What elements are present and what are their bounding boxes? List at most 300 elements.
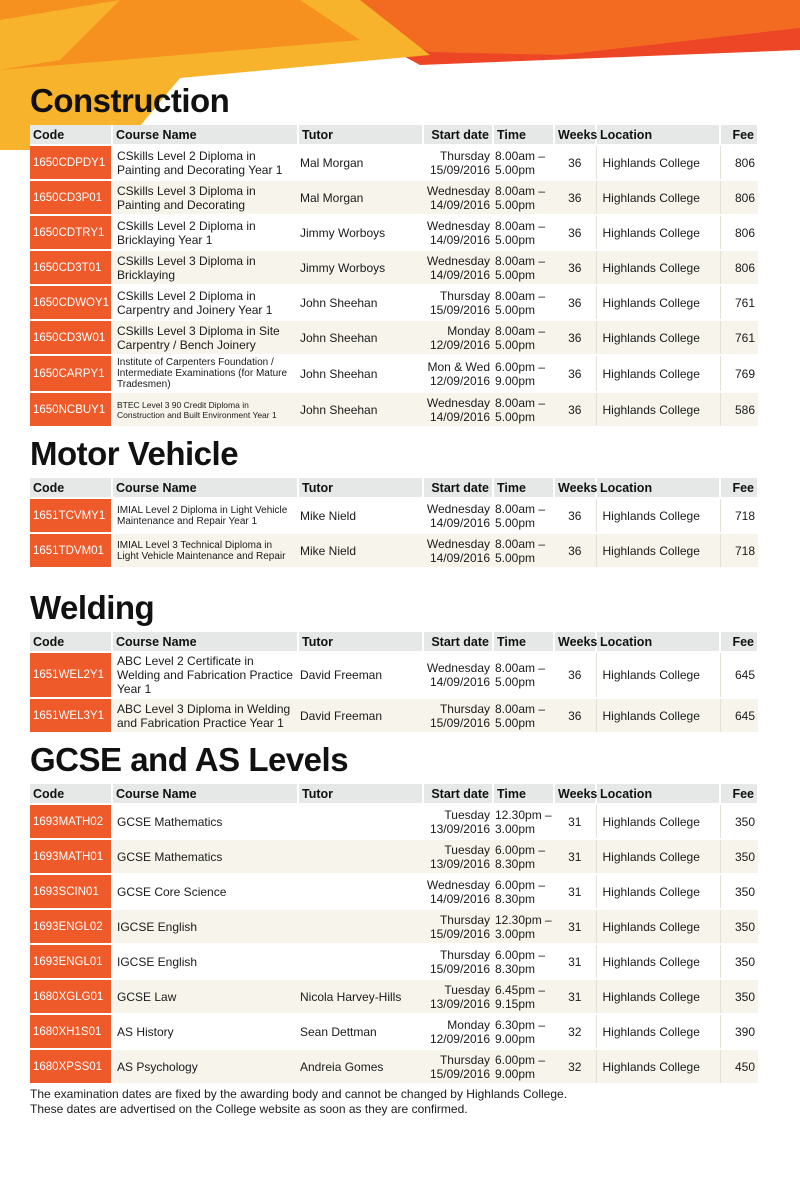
course-fee: 350 bbox=[720, 944, 758, 979]
start-day: Thursday bbox=[439, 1052, 490, 1067]
course-start-date bbox=[423, 180, 493, 215]
time-start: 8.00am – bbox=[495, 661, 546, 675]
time-end: 5.00pm bbox=[495, 409, 536, 424]
course-start-date bbox=[423, 320, 493, 355]
table-row bbox=[30, 909, 758, 944]
course-time bbox=[493, 215, 554, 250]
course-fee: 350 bbox=[720, 909, 758, 944]
course-table bbox=[30, 784, 759, 1083]
course-fee: 586 bbox=[720, 392, 758, 426]
course-tutor: Jimmy Worboys bbox=[298, 215, 423, 250]
course-weeks: 31 bbox=[554, 839, 596, 874]
course-location: Highlands College bbox=[596, 944, 720, 979]
table-row bbox=[30, 698, 758, 732]
course-start-date bbox=[423, 839, 493, 874]
course-location: Highlands College bbox=[596, 698, 720, 732]
section-construction bbox=[30, 77, 758, 426]
course-code: 1650CDPDY1 bbox=[30, 145, 112, 180]
start-date: 15/09/2016 bbox=[429, 1066, 490, 1081]
course-name: IGCSE English bbox=[112, 944, 298, 979]
course-time bbox=[493, 498, 554, 533]
table-row bbox=[30, 180, 758, 215]
course-start-date bbox=[423, 874, 493, 909]
start-date: 15/09/2016 bbox=[429, 715, 490, 730]
course-fee: 645 bbox=[720, 698, 758, 732]
course-time bbox=[493, 180, 554, 215]
start-day: Mon & Wed bbox=[427, 359, 490, 374]
column-header-location: Location bbox=[596, 632, 720, 652]
time-start: 6.00pm – bbox=[495, 877, 546, 892]
course-fee: 350 bbox=[720, 979, 758, 1014]
table-row bbox=[30, 355, 758, 392]
course-weeks: 36 bbox=[554, 180, 596, 215]
course-start-date bbox=[423, 392, 493, 426]
course-code: 1650CD3T01 bbox=[30, 250, 112, 285]
time-start: 8.00am – bbox=[495, 218, 546, 233]
course-location: Highlands College bbox=[596, 652, 720, 698]
section-title: Motor Vehicle bbox=[30, 435, 239, 472]
course-start-date bbox=[423, 250, 493, 285]
course-name: BTEC Level 3 90 Credit Diploma in Construction and Built Environment Year 1 bbox=[112, 392, 298, 426]
course-weeks: 36 bbox=[554, 145, 596, 180]
course-tutor bbox=[298, 909, 423, 944]
table-row bbox=[30, 944, 758, 979]
course-weeks: 32 bbox=[554, 1049, 596, 1083]
course-fee: 806 bbox=[720, 215, 758, 250]
course-weeks: 36 bbox=[554, 652, 596, 698]
course-fee: 761 bbox=[720, 285, 758, 320]
course-weeks: 36 bbox=[554, 498, 596, 533]
course-tutor: Mal Morgan bbox=[298, 145, 423, 180]
course-code: 1650NCBUY1 bbox=[30, 392, 112, 426]
course-location: Highlands College bbox=[596, 1049, 720, 1083]
time-start: 12.30pm – bbox=[495, 807, 552, 822]
course-weeks: 36 bbox=[554, 533, 596, 567]
course-location: Highlands College bbox=[596, 804, 720, 839]
course-weeks: 36 bbox=[554, 250, 596, 285]
course-location: Highlands College bbox=[596, 250, 720, 285]
table-row bbox=[30, 1014, 758, 1049]
start-day: Thursday bbox=[439, 701, 490, 716]
column-header-start: Start date bbox=[423, 632, 493, 652]
course-name: AS Psychology bbox=[112, 1049, 298, 1083]
start-day: Wednesday bbox=[426, 661, 490, 675]
column-header-time: Time bbox=[493, 632, 554, 652]
course-location: Highlands College bbox=[596, 874, 720, 909]
course-code: 1650CDWOY1 bbox=[30, 285, 112, 320]
course-start-date bbox=[423, 533, 493, 567]
start-day: Monday bbox=[447, 1017, 490, 1032]
course-time bbox=[493, 145, 554, 180]
course-name: GCSE Core Science bbox=[112, 874, 298, 909]
course-time bbox=[493, 839, 554, 874]
table-row bbox=[30, 804, 758, 839]
start-date: 15/09/2016 bbox=[429, 302, 490, 317]
course-tutor bbox=[298, 839, 423, 874]
course-tutor: Jimmy Worboys bbox=[298, 250, 423, 285]
course-tutor: John Sheehan bbox=[298, 392, 423, 426]
course-code: 1651WEL2Y1 bbox=[30, 652, 112, 698]
table-header-row bbox=[30, 478, 758, 498]
course-time bbox=[493, 285, 554, 320]
time-start: 6.00pm – bbox=[495, 1052, 546, 1067]
table-row bbox=[30, 533, 758, 567]
course-time bbox=[493, 355, 554, 392]
course-name: CSkills Level 2 Diploma in Painting and Decorating Year 1 bbox=[112, 145, 298, 180]
course-time bbox=[493, 533, 554, 567]
time-end: 5.00pm bbox=[495, 337, 536, 352]
start-day: Tuesday bbox=[444, 982, 490, 997]
course-start-date bbox=[423, 1049, 493, 1083]
course-start-date bbox=[423, 145, 493, 180]
section-title: GCSE and AS Levels bbox=[30, 741, 349, 778]
table-row bbox=[30, 498, 758, 533]
exam-dates-note bbox=[30, 1087, 770, 1117]
start-day: Thursday bbox=[439, 148, 490, 163]
column-header-weeks: Weeks bbox=[554, 478, 596, 498]
time-start: 6.30pm – bbox=[495, 1017, 546, 1032]
course-time bbox=[493, 874, 554, 909]
course-tutor: Andreia Gomes bbox=[298, 1049, 423, 1083]
table-row bbox=[30, 250, 758, 285]
course-location: Highlands College bbox=[596, 839, 720, 874]
course-start-date bbox=[423, 1014, 493, 1049]
course-code: 1650CD3W01 bbox=[30, 320, 112, 355]
section-motor-vehicle bbox=[30, 430, 758, 567]
course-fee: 761 bbox=[720, 320, 758, 355]
table-row bbox=[30, 285, 758, 320]
course-time bbox=[493, 250, 554, 285]
course-weeks: 32 bbox=[554, 1014, 596, 1049]
course-start-date bbox=[423, 355, 493, 392]
time-end: 9.00pm bbox=[495, 1066, 536, 1081]
column-header-code: Code bbox=[30, 632, 112, 652]
table-row bbox=[30, 874, 758, 909]
course-weeks: 36 bbox=[554, 320, 596, 355]
column-header-start: Start date bbox=[423, 784, 493, 804]
course-location: Highlands College bbox=[596, 355, 720, 392]
column-header-time: Time bbox=[493, 784, 554, 804]
column-header-name: Course Name bbox=[112, 478, 298, 498]
start-day: Wednesday bbox=[426, 183, 490, 198]
course-name: Institute of Carpenters Foundation / Intermediate Examinations (for Mature Tradesmen) bbox=[112, 355, 298, 392]
column-header-weeks: Weeks bbox=[554, 784, 596, 804]
column-header-start: Start date bbox=[423, 125, 493, 145]
column-header-name: Course Name bbox=[112, 125, 298, 145]
table-header-row bbox=[30, 632, 758, 652]
course-weeks: 36 bbox=[554, 698, 596, 732]
start-date: 13/09/2016 bbox=[429, 821, 490, 836]
column-header-weeks: Weeks bbox=[554, 125, 596, 145]
course-time bbox=[493, 944, 554, 979]
column-header-start: Start date bbox=[423, 478, 493, 498]
table-row bbox=[30, 320, 758, 355]
table-row bbox=[30, 392, 758, 426]
table-row bbox=[30, 979, 758, 1014]
course-weeks: 31 bbox=[554, 944, 596, 979]
course-weeks: 31 bbox=[554, 804, 596, 839]
time-end: 5.00pm bbox=[495, 675, 536, 689]
course-fee: 806 bbox=[720, 250, 758, 285]
course-name: IMIAL Level 3 Technical Diploma in Light Vehicle Maintenance and Repair bbox=[112, 533, 298, 567]
time-end: 3.00pm bbox=[495, 821, 536, 836]
course-weeks: 36 bbox=[554, 392, 596, 426]
time-end: 5.00pm bbox=[495, 515, 536, 530]
course-start-date bbox=[423, 652, 493, 698]
time-start: 6.00pm – bbox=[495, 359, 546, 374]
column-header-location: Location bbox=[596, 125, 720, 145]
time-start: 8.00am – bbox=[495, 536, 546, 551]
start-date: 14/09/2016 bbox=[429, 232, 490, 247]
column-header-time: Time bbox=[493, 125, 554, 145]
time-start: 8.00am – bbox=[495, 501, 546, 516]
course-location: Highlands College bbox=[596, 979, 720, 1014]
course-tutor: John Sheehan bbox=[298, 355, 423, 392]
start-date: 12/09/2016 bbox=[429, 1031, 490, 1046]
course-fee: 718 bbox=[720, 498, 758, 533]
column-header-code: Code bbox=[30, 784, 112, 804]
start-date: 15/09/2016 bbox=[429, 162, 490, 177]
start-date: 14/09/2016 bbox=[429, 550, 490, 565]
course-code: 1693MATH02 bbox=[30, 804, 112, 839]
course-time bbox=[493, 392, 554, 426]
start-day: Wednesday bbox=[426, 501, 490, 516]
column-header-fee: Fee bbox=[720, 784, 758, 804]
time-end: 8.30pm bbox=[495, 961, 536, 976]
course-time bbox=[493, 698, 554, 732]
course-name: CSkills Level 3 Diploma in Painting and Decorating bbox=[112, 180, 298, 215]
course-fee: 450 bbox=[720, 1049, 758, 1083]
course-fee: 645 bbox=[720, 652, 758, 698]
start-date: 13/09/2016 bbox=[429, 996, 490, 1011]
course-code: 1650CARPY1 bbox=[30, 355, 112, 392]
column-header-name: Course Name bbox=[112, 784, 298, 804]
time-start: 12.30pm – bbox=[495, 912, 552, 927]
course-location: Highlands College bbox=[596, 215, 720, 250]
course-code: 1650CD3P01 bbox=[30, 180, 112, 215]
time-end: 5.00pm bbox=[495, 715, 536, 730]
column-header-time: Time bbox=[493, 478, 554, 498]
time-end: 3.00pm bbox=[495, 926, 536, 941]
start-date: 12/09/2016 bbox=[429, 337, 490, 352]
time-end: 5.00pm bbox=[495, 197, 536, 212]
section-welding bbox=[30, 584, 758, 732]
column-header-fee: Fee bbox=[720, 632, 758, 652]
course-time bbox=[493, 804, 554, 839]
start-date: 12/09/2016 bbox=[429, 373, 490, 388]
table-header-row bbox=[30, 125, 758, 145]
course-start-date bbox=[423, 909, 493, 944]
course-name: AS History bbox=[112, 1014, 298, 1049]
time-end: 5.00pm bbox=[495, 267, 536, 282]
start-day: Thursday bbox=[439, 947, 490, 962]
start-date: 15/09/2016 bbox=[429, 961, 490, 976]
course-fee: 350 bbox=[720, 804, 758, 839]
start-day: Wednesday bbox=[426, 218, 490, 233]
course-name: IGCSE English bbox=[112, 909, 298, 944]
time-start: 8.00am – bbox=[495, 323, 546, 338]
course-start-date bbox=[423, 979, 493, 1014]
column-header-location: Location bbox=[596, 784, 720, 804]
time-start: 8.00am – bbox=[495, 288, 546, 303]
column-header-code: Code bbox=[30, 125, 112, 145]
start-day: Monday bbox=[447, 323, 490, 338]
course-weeks: 36 bbox=[554, 215, 596, 250]
course-code: 1680XGLG01 bbox=[30, 979, 112, 1014]
course-table bbox=[30, 125, 759, 426]
course-weeks: 31 bbox=[554, 909, 596, 944]
time-start: 6.00pm – bbox=[495, 947, 546, 962]
course-code: 1693SCIN01 bbox=[30, 874, 112, 909]
course-time bbox=[493, 979, 554, 1014]
start-day: Wednesday bbox=[426, 253, 490, 268]
course-time bbox=[493, 320, 554, 355]
time-end: 9.00pm bbox=[495, 373, 536, 388]
time-start: 8.00am – bbox=[495, 183, 546, 198]
table-row bbox=[30, 145, 758, 180]
course-code: 1693ENGL01 bbox=[30, 944, 112, 979]
course-tutor: Nicola Harvey-Hills bbox=[298, 979, 423, 1014]
course-start-date bbox=[423, 944, 493, 979]
column-header-weeks: Weeks bbox=[554, 632, 596, 652]
note-line: The examination dates are fixed by the awarding body and cannot be changed by Highlands College. bbox=[30, 1087, 568, 1101]
column-header-fee: Fee bbox=[720, 478, 758, 498]
course-name: IMIAL Level 2 Diploma in Light Vehicle Maintenance and Repair Year 1 bbox=[112, 498, 298, 533]
time-end: 9.00pm bbox=[495, 1031, 536, 1046]
time-end: 8.30pm bbox=[495, 891, 536, 906]
course-time bbox=[493, 909, 554, 944]
course-table bbox=[30, 632, 759, 732]
time-end: 5.00pm bbox=[495, 550, 536, 565]
start-date: 13/09/2016 bbox=[429, 856, 490, 871]
column-header-tutor: Tutor bbox=[298, 632, 423, 652]
course-fee: 806 bbox=[720, 180, 758, 215]
course-location: Highlands College bbox=[596, 1014, 720, 1049]
start-day: Wednesday bbox=[426, 877, 490, 892]
time-end: 9.15pm bbox=[495, 996, 536, 1011]
table-row bbox=[30, 1049, 758, 1083]
time-start: 8.00am – bbox=[495, 253, 546, 268]
time-end: 5.00pm bbox=[495, 232, 536, 247]
section-gcse-as-levels bbox=[30, 736, 758, 1083]
course-tutor bbox=[298, 944, 423, 979]
course-start-date bbox=[423, 285, 493, 320]
start-day: Wednesday bbox=[426, 536, 490, 551]
course-code: 1651WEL3Y1 bbox=[30, 698, 112, 732]
course-name: CSkills Level 3 Diploma in Site Carpentry / Bench Joinery bbox=[112, 320, 298, 355]
time-end: 8.30pm bbox=[495, 856, 536, 871]
column-header-code: Code bbox=[30, 478, 112, 498]
course-name: GCSE Mathematics bbox=[112, 804, 298, 839]
course-location: Highlands College bbox=[596, 145, 720, 180]
course-tutor: John Sheehan bbox=[298, 285, 423, 320]
table-row bbox=[30, 652, 758, 698]
time-end: 5.00pm bbox=[495, 302, 536, 317]
start-day: Thursday bbox=[439, 912, 490, 927]
time-end: 5.00pm bbox=[495, 162, 536, 177]
start-day: Tuesday bbox=[444, 807, 490, 822]
course-time bbox=[493, 1049, 554, 1083]
course-fee: 769 bbox=[720, 355, 758, 392]
course-tutor: Mal Morgan bbox=[298, 180, 423, 215]
column-header-name: Course Name bbox=[112, 632, 298, 652]
course-name: GCSE Law bbox=[112, 979, 298, 1014]
course-code: 1693ENGL02 bbox=[30, 909, 112, 944]
start-date: 14/09/2016 bbox=[429, 675, 490, 689]
course-location: Highlands College bbox=[596, 498, 720, 533]
section-title: Construction bbox=[30, 82, 230, 119]
table-header-row bbox=[30, 784, 758, 804]
course-tutor: David Freeman bbox=[298, 698, 423, 732]
table-row bbox=[30, 839, 758, 874]
course-fee: 350 bbox=[720, 839, 758, 874]
course-code: 1693MATH01 bbox=[30, 839, 112, 874]
start-date: 14/09/2016 bbox=[429, 409, 490, 424]
start-date: 14/09/2016 bbox=[429, 891, 490, 906]
course-table bbox=[30, 478, 759, 567]
course-name: CSkills Level 2 Diploma in Bricklaying Year 1 bbox=[112, 215, 298, 250]
start-date: 15/09/2016 bbox=[429, 926, 490, 941]
course-time bbox=[493, 652, 554, 698]
time-start: 6.45pm – bbox=[495, 982, 546, 997]
course-location: Highlands College bbox=[596, 320, 720, 355]
course-location: Highlands College bbox=[596, 392, 720, 426]
course-fee: 718 bbox=[720, 533, 758, 567]
course-tutor bbox=[298, 874, 423, 909]
course-weeks: 31 bbox=[554, 874, 596, 909]
column-header-tutor: Tutor bbox=[298, 478, 423, 498]
course-location: Highlands College bbox=[596, 533, 720, 567]
start-day: Thursday bbox=[439, 288, 490, 303]
time-start: 6.00pm – bbox=[495, 842, 546, 857]
column-header-tutor: Tutor bbox=[298, 125, 423, 145]
start-day: Wednesday bbox=[426, 395, 490, 410]
time-start: 8.00am – bbox=[495, 148, 546, 163]
course-name: CSkills Level 2 Diploma in Carpentry and Joinery Year 1 bbox=[112, 285, 298, 320]
column-header-location: Location bbox=[596, 478, 720, 498]
course-name: ABC Level 2 Certificate in Welding and Fabrication Practice Year 1 bbox=[112, 652, 298, 698]
start-date: 14/09/2016 bbox=[429, 515, 490, 530]
course-time bbox=[493, 1014, 554, 1049]
course-weeks: 36 bbox=[554, 285, 596, 320]
course-tutor: Mike Nield bbox=[298, 498, 423, 533]
course-start-date bbox=[423, 498, 493, 533]
course-tutor: Sean Dettman bbox=[298, 1014, 423, 1049]
start-date: 14/09/2016 bbox=[429, 267, 490, 282]
course-tutor: Mike Nield bbox=[298, 533, 423, 567]
course-start-date bbox=[423, 215, 493, 250]
course-name: GCSE Mathematics bbox=[112, 839, 298, 874]
course-start-date bbox=[423, 698, 493, 732]
course-code: 1650CDTRY1 bbox=[30, 215, 112, 250]
course-location: Highlands College bbox=[596, 285, 720, 320]
course-location: Highlands College bbox=[596, 180, 720, 215]
course-fee: 350 bbox=[720, 874, 758, 909]
table-row bbox=[30, 215, 758, 250]
course-fee: 390 bbox=[720, 1014, 758, 1049]
start-date: 14/09/2016 bbox=[429, 197, 490, 212]
section-title: Welding bbox=[30, 589, 155, 626]
column-header-fee: Fee bbox=[720, 125, 758, 145]
course-code: 1680XH1S01 bbox=[30, 1014, 112, 1049]
note-line: These dates are advertised on the College website as soon as they are confirmed. bbox=[30, 1102, 468, 1116]
course-code: 1680XPSS01 bbox=[30, 1049, 112, 1083]
course-code: 1651TDVM01 bbox=[30, 533, 112, 567]
course-location: Highlands College bbox=[596, 909, 720, 944]
time-start: 8.00am – bbox=[495, 395, 546, 410]
course-fee: 806 bbox=[720, 145, 758, 180]
course-start-date bbox=[423, 804, 493, 839]
